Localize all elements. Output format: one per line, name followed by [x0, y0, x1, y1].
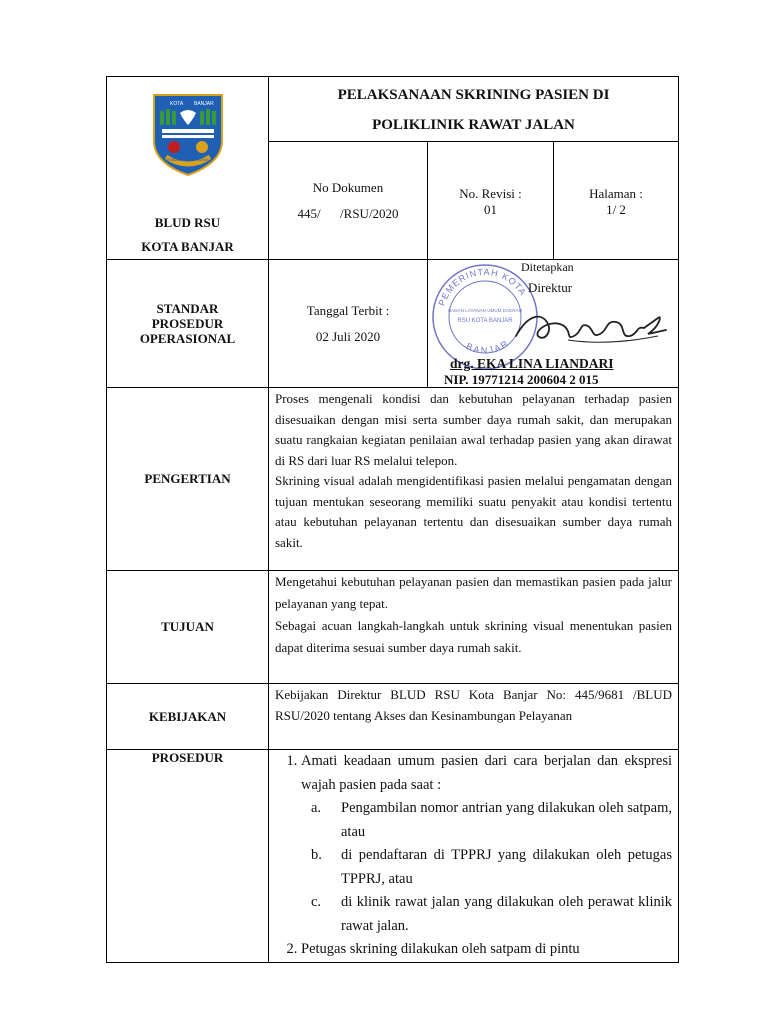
prosedur-label: PROSEDUR	[107, 750, 269, 963]
pengertian-content	[269, 388, 679, 571]
kebijakan-paragraph: Kebijakan Direktur BLUD RSU Kota Banjar No: 445/9681 /BLUD RSU/2020 tentang Akses dan Kesinambungan Pelayanan	[275, 687, 672, 723]
director-name: drg. EKA LINA LIANDARI	[450, 356, 614, 371]
director-nip: NIP. 19771214 200604 2 015	[444, 372, 599, 387]
tujuan-paragraph-1: Mengetahui kebutuhan pelayanan pasien dan memastikan pasien pada jalur pelayanan yang tepat.	[275, 574, 672, 611]
director-label: Direktur	[528, 280, 573, 295]
revision-value: 01	[484, 202, 497, 218]
stamp-outer-bottom-text: BANJAR	[464, 337, 512, 356]
kebijakan-content	[269, 684, 679, 750]
sop-document	[106, 76, 678, 963]
pengertian-paragraph-2: Skrining visual adalah mengidentifikasi pasien melalui pengamatan dengan tujuan mentukan seseorang memiliki suatu penyakit atau kondisi tertentu atau kebutuhan pelayanan tertentu dan disesuaikan sumber daya rumah sakit.	[275, 473, 672, 550]
logo-text-kota: KOTA	[169, 101, 183, 107]
org-cell	[107, 77, 269, 260]
stamp-inner-line2: RSU KOTA BANJAR	[457, 318, 513, 324]
prosedur-content	[269, 750, 679, 963]
logo-text-banjar: BANJAR	[193, 101, 214, 107]
prosedur-step-1b-text: di pendaftaran di TPPRJ yang dilakukan oleh petugas TPPRJ, atau	[341, 847, 672, 887]
approval-cell	[428, 260, 679, 388]
sop-line2: PROSEDUR	[151, 316, 224, 331]
prosedur-step-2	[301, 938, 672, 962]
sop-line3: OPERASIONAL	[139, 331, 236, 346]
prosedur-step-1c	[311, 891, 672, 938]
page-cell	[554, 142, 679, 260]
logo-red-circle	[168, 141, 180, 153]
prosedur-step-1b-mark: b.	[311, 847, 322, 863]
pengertian-paragraph-1: Proses mengenali kondisi dan kebutuhan pelayanan terhadap pasien disesuaikan dengan misi serta sumber daya rumah sakit, dan merupakan suatu rangkaian kegiatan penilaian awal terhadap pasien yang akan dirawat di RS dari luar RS melalui telepon.	[275, 391, 672, 468]
logo-ribbon-text: SEMBADA BAGJA RAHAYU	[164, 158, 211, 162]
prosedur-step-1c-text: di klinik rawat jalan yang dilakukan oleh perawat klinik rawat jalan.	[341, 894, 672, 934]
sop-table	[106, 76, 679, 963]
tujuan-content	[269, 571, 679, 684]
page-label: Halaman :	[589, 186, 643, 202]
pengertian-label: PENGERTIAN	[107, 388, 269, 571]
revision-cell	[428, 142, 554, 260]
kebijakan-label: KEBIJAKAN	[107, 684, 269, 750]
kota-banjar-logo	[148, 91, 228, 177]
issue-date-label: Tanggal Terbit :	[306, 302, 390, 318]
page-value: 1/ 2	[606, 202, 626, 218]
logo-river	[162, 129, 214, 133]
prosedur-step-1	[301, 750, 672, 938]
signature-icon	[508, 296, 668, 356]
document-title-line2: POLIKLINIK RAWAT JALAN	[372, 117, 575, 134]
issue-date-cell	[269, 260, 428, 388]
doc-number-value: 445/ /RSU/2020	[297, 205, 399, 221]
doc-number-cell	[269, 142, 428, 260]
document-title-line1: PELAKSANAAN SKRINING PASIEN DI	[337, 87, 610, 104]
doc-number-label: No Dokumen	[312, 179, 384, 195]
tujuan-paragraph-2: Sebagai acuan langkah-langkah untuk skrining visual menentukan pasien dapat diterima sesuai sumber daya rumah sakit.	[275, 618, 672, 655]
logo-gold-circle	[196, 141, 208, 153]
issue-date-value: 02 Juli 2020	[315, 328, 381, 344]
prosedur-step-1b	[311, 844, 672, 891]
org-name-line2: KOTA BANJAR	[141, 239, 234, 254]
stamp-outer-top-text: PEMERINTAH KOTA	[436, 266, 529, 308]
revision-label: No. Revisi :	[459, 186, 522, 202]
document-title-cell	[269, 77, 679, 142]
tujuan-label: TUJUAN	[107, 571, 269, 684]
sop-line1: STANDAR	[156, 301, 219, 316]
prosedur-step-1a-mark: a.	[311, 800, 322, 816]
prosedur-step-1a-text: Pengambilan nomor antrian yang dilakukan oleh satpam, atau	[341, 800, 672, 840]
org-name-line1: BLUD RSU	[154, 215, 221, 230]
svg-text:BANJAR	[465, 338, 512, 356]
prosedur-step-1-text: Amati keadaan umum pasien dari cara berjalan dan ekspresi wajah pasien pada saat :	[301, 753, 672, 793]
stamp-inner-line1: BADAN LAYANAN UMUM DAERAH	[448, 308, 522, 313]
prosedur-step-1c-mark: c.	[311, 894, 322, 910]
approved-label: Ditetapkan	[521, 260, 574, 274]
prosedur-step-1a	[311, 797, 672, 844]
sop-cell	[107, 260, 269, 388]
prosedur-step-2-text: Petugas skrining dilakukan oleh satpam di pintu	[301, 941, 580, 957]
